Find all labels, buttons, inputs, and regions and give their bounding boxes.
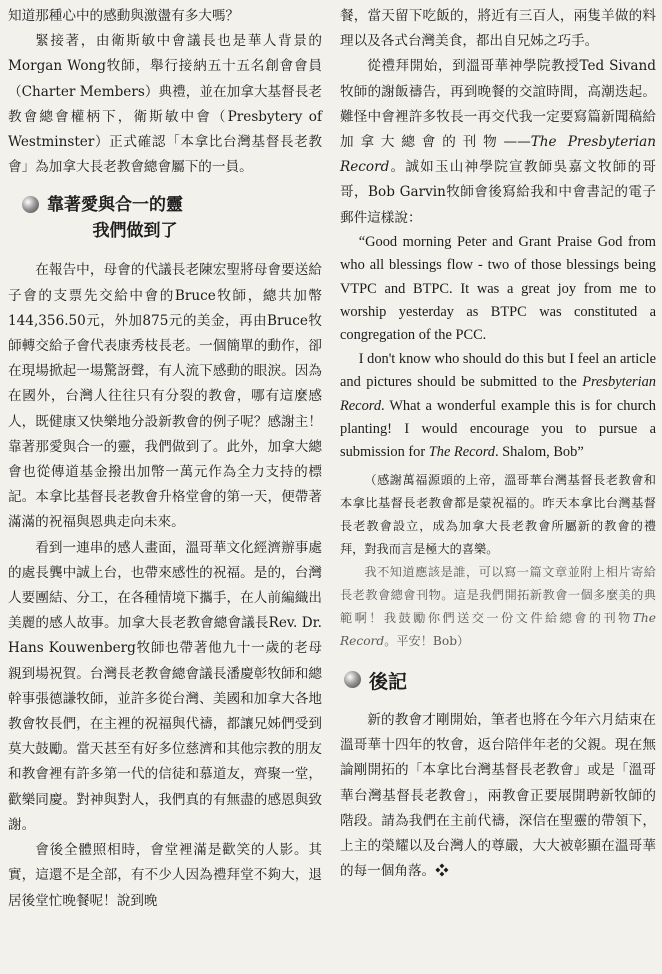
paragraph-postscript: 新的教會才剛開始，筆者也將在今年六月結束在溫哥華十四年的牧會，返台陪伴年老的父親。現在無論剛開拓的「本拿比台灣基督長老教會」或是「溫哥華台灣基督長老教會」，兩教會正要展開聘新牧師的階段。請為我們在主前代禱，深信在聖靈的帶領下，上主的榮耀以及台灣人的尊嚴，大大被彰顯在溫哥華的每一個角落。❖ (340, 711, 656, 880)
paragraph-r2 (340, 54, 656, 230)
translation-paragraph-2 (340, 561, 656, 653)
paragraph-2: 緊接著，由衛斯敏中會議長也是華人背景的Morgan Wong牧師，舉行接納五十五名創會會員（Charter Members）典禮，並在加拿大基督長老教會總會權柄下，衛斯敏中會（Presbytery of Westminster）正式確認「本拿比台灣基督長老教會」為加拿大長老教會總會屬下的一員。 (8, 33, 322, 176)
paragraph-r1: 餐，當天留下吃飯的，將近有三百人，兩隻羊做的料理以及各式台灣美食，都出自兄姊之巧手。 (340, 8, 656, 50)
left-column (8, 4, 322, 914)
bullet-icon (344, 671, 361, 688)
section-heading-love-unity (8, 192, 322, 244)
translation-italic: The Record (340, 610, 656, 648)
email-paragraph-2 (340, 348, 656, 465)
paragraph-3: 在報告中，母會的代議長老陳宏聖將母會要送給子會的支票先交給中會的Bruce牧師，總共加幣144,356.50元，外加875元的美金，再由Bruce牧師轉交給子會代表康秀枝長老。一個簡單的動作，卻在現場掀起一場驚訝聲，有人流下感動的眼淚。因為在國外，台灣人往往只有分裂的教會，哪有這麼感人，既健康又快樂地分設新教會的例子呢？感謝主！靠著那愛與合一的靈，我們做到了。此外，加拿大總會也從傳道基金撥出加幣一萬元作為全力支持的標記。本拿比基督長老教會升格堂會的第一天，便帶著滿滿的祝福與恩典走向未來。 (8, 262, 322, 531)
postscript-title: 後記 (369, 670, 408, 693)
translation-paragraph-1: （感謝萬福源頭的上帝，溫哥華台灣基督長老教會和本拿比基督長老教會都是蒙祝福的。昨天本拿比台灣基督長老教會設立，成為加拿大長老教會所屬新的教會的禮拜，對我而言是極大的喜樂。 (340, 472, 656, 556)
right-column (340, 4, 656, 884)
section-heading-postscript (340, 667, 656, 694)
email-quote (340, 231, 656, 465)
email-italic-1: Presbyterian Record (340, 374, 656, 414)
paragraph-1: 知道那種心中的感動與激盪有多大嗎？ (8, 8, 240, 24)
email-italic-2: The Record (428, 444, 495, 461)
email-paragraph-1: “Good morning Peter and Grant Praise God from who all blessings flow - two of those blessings being VTPC and BTPC. It was a great joy from me to worship yesterday as BTPC was constituted a congregation of the PCC. (340, 233, 656, 344)
publication-title: The Presbyterian Record (340, 134, 656, 176)
heading-line-1: 靠著愛與合一的靈 (47, 195, 183, 216)
email-text-c: . Shalom, Bob” (494, 444, 584, 461)
translation-text-b: 。平安！Bob） (384, 633, 470, 648)
email-text-b: . What a wonderful example this is for church planting! I would encourage you to pursue a submission for (340, 397, 656, 461)
email-text-a: I don't know who should do this but I feel an article and pictures should be submitted to the (340, 350, 656, 391)
paragraph-4: 看到一連串的感人畫面，溫哥華文化經濟辦事處的處長龔中誠上台，也帶來感性的祝福。是的，台灣人要團結、分工，在各種情境下攜手，在人前編織出美麗的感人故事。加拿大長老教會總會議長Rev. Dr. Hans Kouwenberg牧師也帶著他九十一歲的老母親到場祝賀。台灣長老教會總會議長潘慶彰牧師和總幹事張德謙牧師，並許多從台灣、美國和加拿大各地教會牧長們，在主裡的祝福與代禱，都讓兄姊們受到莫大鼓勵。當天甚至有好多位慈濟和其他宗教的朋友和教會裡有許多第一代的信徒和慕道友，齊聚一堂，歡樂同慶。對神與對人，我們真的有無盡的感恩與致謝。 (8, 539, 322, 833)
paragraph-r2-text-b: 。誠如玉山神學院宣教師吳嘉文牧師的哥哥，Bob Garvin牧師會後寫給我和中會書記的電子郵件這樣說： (340, 159, 656, 226)
paragraph-r2-text-a: 從禮拜開始，到溫哥華神學院教授Ted Sivand牧師的謝飯禱告，再到晚餐的交誼時間，高潮迭起。難怪中會裡許多牧長一再交代我一定要寫篇新聞稿給加拿大總會的刊物—— (340, 58, 656, 151)
translation-block (340, 469, 656, 653)
heading-line-2: 我們做到了 (92, 221, 178, 242)
paragraph-5: 會後全體照相時，會堂裡滿是歡笑的人影。其實，這還不是全部，有不少人因為禮拜堂不夠大，退居後堂忙晚餐呢！說到晚 (8, 842, 322, 909)
bullet-icon (22, 196, 39, 213)
translation-text-a: 我不知道應該是誰，可以寫一篇文章並附上相片寄給長老教會總會刊物。這是我們開拓新教會一個多麼美的典範啊！我鼓勵你們送交一份文件給總會的刊物 (340, 564, 656, 625)
